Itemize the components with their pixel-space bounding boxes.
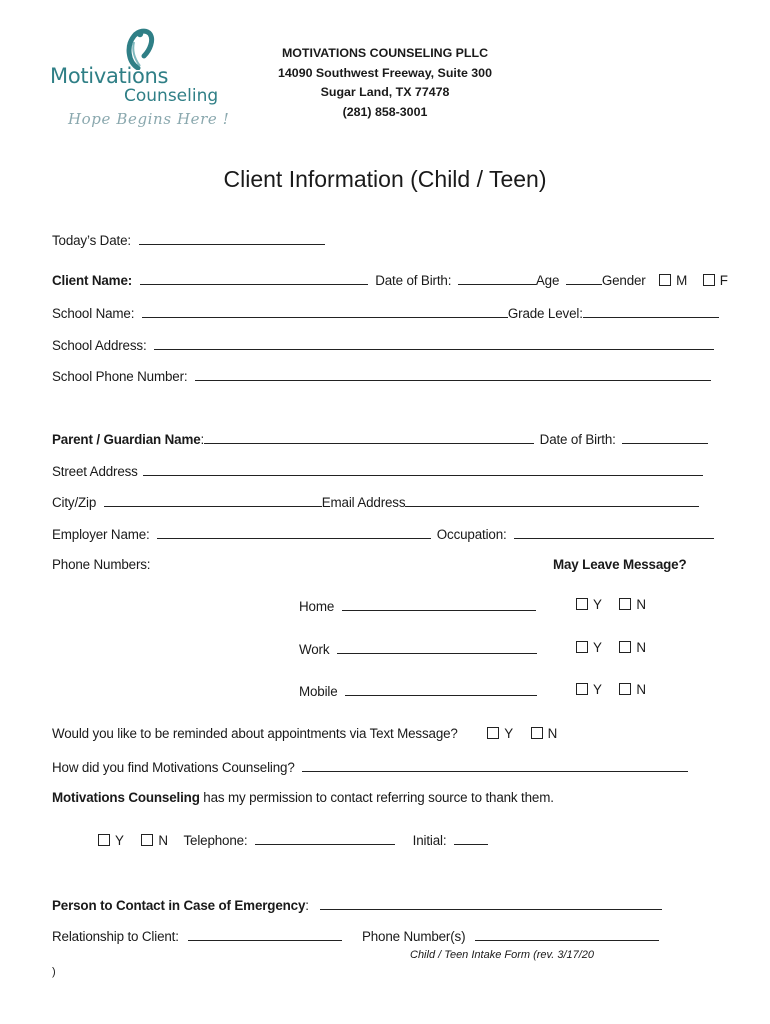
no-label: N: [158, 833, 168, 848]
row-permission: [52, 790, 554, 806]
row-todays-date: [52, 231, 325, 249]
org-address-line1: 14090 Southwest Freeway, Suite 300: [278, 65, 492, 80]
parent-name-label: Parent / Guardian Name: [52, 432, 201, 447]
row-client-name: [52, 271, 728, 289]
gender-f-label: F: [719, 273, 728, 288]
mobile-yes-option[interactable]: [576, 682, 602, 698]
age-label: Age: [535, 273, 560, 288]
work-yes-option[interactable]: [576, 640, 602, 656]
yes-label: Y: [593, 682, 602, 697]
permission-text: has my permission to contact referring source to thank them.: [199, 790, 554, 805]
checkbox-icon[interactable]: [659, 274, 671, 286]
permission-yes-option[interactable]: [98, 833, 124, 849]
no-label: N: [547, 726, 558, 741]
mobile-phone-field[interactable]: [345, 682, 537, 696]
parent-name-field[interactable]: [204, 430, 534, 444]
how-found-label: How did you find Motivations Counseling?: [52, 760, 295, 775]
gender-label: Gender: [601, 273, 646, 288]
home-label: Home: [299, 599, 335, 614]
stray-mark: ): [52, 966, 56, 978]
checkbox-icon[interactable]: [98, 834, 110, 846]
row-home-phone: [299, 597, 536, 615]
may-leave-message-label: May Leave Message?: [553, 557, 687, 572]
initial-label: Initial:: [412, 833, 447, 848]
how-found-field[interactable]: [302, 758, 688, 772]
occupation-label: Occupation:: [436, 527, 507, 542]
emergency-phone-label: Phone Number(s): [361, 929, 466, 944]
school-name-field[interactable]: [142, 304, 508, 318]
row-school-address: [52, 336, 714, 354]
row-street-address: [52, 462, 703, 480]
no-label: N: [636, 597, 646, 612]
parent-dob-label: Date of Birth:: [539, 432, 616, 447]
logo-text-counseling: Counseling: [124, 86, 219, 106]
emergency-contact-field[interactable]: [320, 896, 662, 910]
email-field[interactable]: [405, 493, 699, 507]
company-logo: [48, 26, 230, 136]
form-revision-note: Child / Teen Intake Form (rev. 3/17/20: [410, 949, 595, 961]
yes-label: Y: [504, 726, 514, 741]
grade-level-label: Grade Level:: [507, 306, 583, 321]
dob-label: Date of Birth:: [375, 273, 452, 288]
school-address-field[interactable]: [154, 336, 714, 350]
row-school-phone: [52, 367, 711, 385]
work-no-option[interactable]: [619, 640, 646, 656]
work-label: Work: [299, 642, 330, 657]
checkbox-icon[interactable]: [619, 683, 631, 695]
permission-org-name: Motivations Counseling: [52, 790, 200, 805]
work-message-options: [576, 640, 646, 656]
home-message-options: [576, 597, 646, 613]
text-reminder-no-option[interactable]: [531, 726, 558, 742]
emergency-colon: :: [305, 898, 309, 913]
work-phone-field[interactable]: [337, 640, 537, 654]
street-address-label: Street Address: [52, 464, 138, 479]
row-relationship: [52, 927, 659, 945]
row-school-name: [52, 304, 719, 322]
email-label: Email Address: [321, 495, 406, 510]
phone-numbers-label: Phone Numbers:: [52, 557, 151, 572]
logo-tagline: Hope Begins Here !: [68, 110, 230, 128]
gender-m-label: M: [676, 273, 688, 288]
checkbox-icon[interactable]: [619, 641, 631, 653]
emergency-phone-field[interactable]: [475, 927, 659, 941]
occupation-field[interactable]: [514, 525, 714, 539]
telephone-field[interactable]: [255, 831, 395, 845]
gender-option-f[interactable]: [703, 273, 728, 289]
initial-field[interactable]: [454, 831, 488, 845]
row-work-phone: [299, 640, 537, 658]
city-zip-label: City/Zip: [52, 495, 97, 510]
school-phone-label: School Phone Number:: [52, 369, 188, 384]
text-reminder-label: Would you like to be reminded about appointments via Text Message?: [52, 726, 458, 741]
todays-date-field[interactable]: [139, 231, 325, 245]
no-label: N: [636, 682, 646, 697]
relationship-field[interactable]: [188, 927, 342, 941]
checkbox-icon[interactable]: [576, 641, 588, 653]
school-name-label: School Name:: [52, 306, 135, 321]
form-title: Client Information (Child / Teen): [223, 166, 547, 192]
school-phone-field[interactable]: [195, 367, 711, 381]
city-zip-field[interactable]: [104, 493, 322, 507]
home-yes-option[interactable]: [576, 597, 602, 613]
checkbox-icon[interactable]: [531, 727, 543, 739]
school-address-label: School Address:: [52, 338, 147, 353]
row-parent-name: [52, 430, 708, 448]
row-permission-details: [98, 831, 488, 849]
checkbox-icon[interactable]: [619, 598, 631, 610]
emergency-contact-label: Person to Contact in Case of Emergency: [52, 898, 306, 913]
mobile-label: Mobile: [299, 684, 338, 699]
checkbox-icon[interactable]: [576, 683, 588, 695]
checkbox-icon[interactable]: [141, 834, 153, 846]
logo-text-motivations: Motivations: [50, 64, 169, 88]
row-mobile-phone: [299, 682, 537, 700]
organization-header: [240, 44, 530, 122]
row-text-reminder: [52, 726, 557, 742]
relationship-label: Relationship to Client:: [52, 929, 179, 944]
client-name-field[interactable]: [140, 271, 368, 285]
employer-label: Employer Name:: [52, 527, 150, 542]
parent-name-colon: :: [200, 432, 205, 447]
grade-level-field[interactable]: [583, 304, 719, 318]
row-how-found: [52, 758, 688, 776]
telephone-label: Telephone:: [183, 833, 248, 848]
age-field[interactable]: [566, 271, 602, 285]
client-name-label: Client Name:: [52, 273, 133, 288]
checkbox-icon[interactable]: [703, 274, 715, 286]
mobile-no-option[interactable]: [619, 682, 646, 698]
todays-date-label: Today’s Date:: [52, 233, 131, 248]
checkbox-icon[interactable]: [487, 727, 499, 739]
org-address-line2: Sugar Land, TX 77478: [320, 85, 450, 99]
row-employer: [52, 525, 714, 543]
org-phone: (281) 858-3001: [342, 104, 428, 119]
row-emergency-contact: [52, 896, 662, 914]
text-reminder-yes-option[interactable]: [487, 726, 513, 742]
yes-label: Y: [593, 640, 602, 655]
yes-label: Y: [593, 597, 602, 612]
mobile-message-options: [576, 682, 646, 698]
yes-label: Y: [115, 833, 124, 848]
gender-option-m[interactable]: [659, 273, 687, 289]
parent-dob-field[interactable]: [622, 430, 708, 444]
row-city-email: [52, 493, 699, 511]
checkbox-icon[interactable]: [576, 598, 588, 610]
home-phone-field[interactable]: [342, 597, 536, 611]
permission-no-option[interactable]: [141, 833, 168, 849]
org-name: MOTIVATIONS COUNSELING PLLC: [281, 46, 489, 60]
no-label: N: [636, 640, 646, 655]
home-no-option[interactable]: [619, 597, 646, 613]
employer-field[interactable]: [157, 525, 431, 539]
dob-field[interactable]: [458, 271, 536, 285]
street-address-field[interactable]: [143, 462, 703, 476]
